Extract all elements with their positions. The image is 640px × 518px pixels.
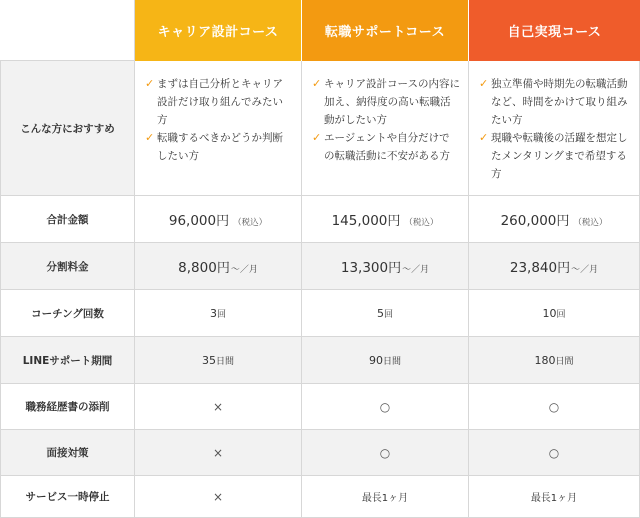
course-header-label: 転職サポートコース (324, 25, 446, 40)
price-unit: 円 (557, 260, 571, 276)
course-header-career-design (135, 0, 302, 61)
row-label-line-support: LINEサポート期間 (0, 337, 135, 384)
target-list (312, 75, 460, 165)
price-value: 260,000 (500, 212, 557, 229)
list-item-text: エージェントや自分だけでの転職活動に不安がある方 (324, 132, 450, 162)
total-cell (135, 196, 302, 243)
count-value: 35 (201, 353, 216, 367)
check-icon: ✓ (145, 131, 155, 144)
list-item (145, 75, 293, 129)
resume-cell: ○ (469, 384, 640, 430)
price-value: 145,000 (331, 212, 388, 229)
list-item-text: 転職するべきかどうか判断したい方 (157, 132, 283, 162)
interview-cell: ○ (302, 430, 469, 476)
list-item (145, 129, 293, 165)
line-support-cell (469, 337, 640, 384)
target-cell-career-design (135, 61, 302, 196)
pause-cell: 最長1ヶ月 (302, 476, 469, 518)
row-label-resume: 職務経歴書の添削 (0, 384, 135, 430)
course-header-job-change-support (302, 0, 469, 61)
line-support-cell (135, 337, 302, 384)
price-unit: 円 (556, 213, 570, 229)
line-support-cell (302, 337, 469, 384)
installment-cell (469, 243, 640, 290)
per-month: ～／月 (571, 264, 599, 275)
count-unit: 日間 (555, 356, 574, 367)
tax-note: （税込） (233, 217, 268, 228)
coaching-cell (135, 290, 302, 337)
price (510, 257, 598, 276)
price (501, 210, 608, 229)
resume-cell: ○ (302, 384, 469, 430)
check-icon: ✓ (312, 131, 322, 144)
pause-cell: × (135, 476, 302, 518)
list-item-text: 独立準備や時期先の転職活動など、時間をかけて取り組みたい方 (491, 78, 628, 126)
installment-cell (302, 243, 469, 290)
count-value: 10 (542, 306, 557, 320)
count-value: 3 (209, 306, 217, 320)
list-item (479, 75, 631, 129)
check-icon: ✓ (479, 77, 489, 90)
tax-note: （税込） (404, 217, 439, 228)
count-value: 180 (534, 353, 556, 367)
check-icon: ✓ (312, 77, 322, 90)
list-item (312, 75, 460, 129)
resume-cell: × (135, 384, 302, 430)
price-unit: 円 (216, 213, 230, 229)
row-label-interview: 面接対策 (0, 430, 135, 476)
course-header-label: キャリア設計コース (157, 25, 279, 40)
row-label-pause: サービス一時停止 (0, 476, 135, 518)
price-value: 8,800 (178, 259, 217, 276)
list-item (312, 129, 460, 165)
count-unit: 回 (556, 309, 566, 320)
count-unit: 日間 (382, 356, 401, 367)
per-month: ～／月 (402, 264, 430, 275)
list-item-text: 現職や転職後の活躍を想定したメンタリングまで希望する方 (491, 132, 628, 180)
row-label-target: こんな方におすすめ (0, 61, 135, 196)
price-unit: 円 (387, 213, 401, 229)
list-item-text: まずは自己分析とキャリア設計だけ取り組んでみたい方 (157, 78, 283, 126)
count-unit: 日間 (215, 356, 234, 367)
installment-cell (135, 243, 302, 290)
row-label-installment: 分割料金 (0, 243, 135, 290)
count-unit: 回 (216, 309, 226, 320)
price-value: 23,840 (509, 259, 558, 276)
price (178, 257, 258, 276)
price (341, 257, 429, 276)
target-cell-self-realization (469, 61, 640, 196)
price (332, 210, 439, 229)
coaching-cell (302, 290, 469, 337)
pause-cell: 最長1ヶ月 (469, 476, 640, 518)
list-item (479, 129, 631, 183)
target-list (145, 75, 293, 165)
check-icon: ✓ (145, 77, 155, 90)
target-list (479, 75, 631, 183)
price-unit: 円 (216, 260, 230, 276)
row-label-total: 合計金額 (0, 196, 135, 243)
total-cell (469, 196, 640, 243)
target-cell-job-change-support (302, 61, 469, 196)
check-icon: ✓ (479, 131, 489, 144)
interview-cell: ○ (469, 430, 640, 476)
tax-note: （税込） (573, 217, 608, 228)
interview-cell: × (135, 430, 302, 476)
course-header-label: 自己実現コース (507, 25, 602, 40)
total-cell (302, 196, 469, 243)
count-unit: 回 (383, 309, 393, 320)
count-value: 5 (376, 306, 384, 320)
row-label-coaching: コーチング回数 (0, 290, 135, 337)
price-value: 13,300 (340, 259, 389, 276)
per-month: ～／月 (230, 264, 258, 275)
coaching-cell (469, 290, 640, 337)
course-header-self-realization (469, 0, 640, 61)
price-unit: 円 (388, 260, 402, 276)
price (169, 210, 267, 229)
table-corner (0, 0, 135, 61)
price-value: 96,000 (168, 212, 217, 229)
list-item-text: キャリア設計コースの内容に加え、納得度の高い転職活動がしたい方 (324, 78, 460, 126)
count-value: 90 (368, 353, 383, 367)
